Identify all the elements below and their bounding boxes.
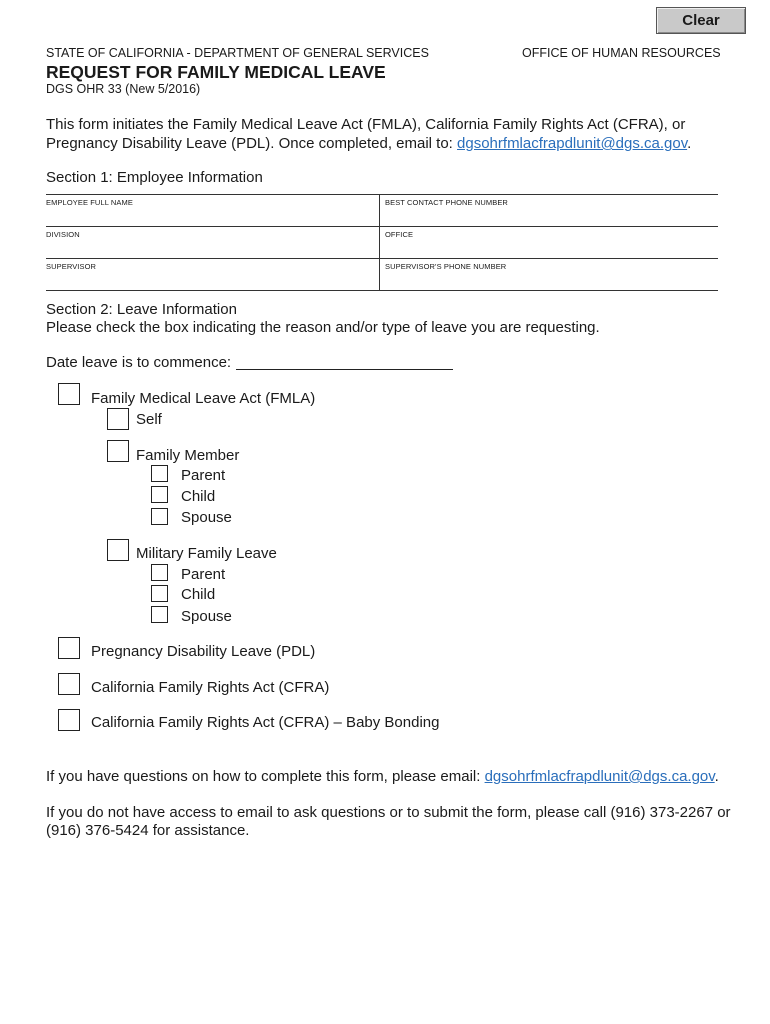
office-header: OFFICE OF HUMAN RESOURCES [522, 46, 721, 60]
best-contact-phone-label: BEST CONTACT PHONE NUMBER [385, 198, 508, 207]
family-member-label: Family Member [136, 447, 240, 464]
supervisor-label: SUPERVISOR [46, 262, 97, 271]
military-spouse-checkbox[interactable] [151, 606, 168, 623]
section2-instruction: Please check the box indicating the reason and/or type of leave you are requesting. [46, 319, 600, 336]
cfra-checkbox[interactable] [58, 673, 80, 695]
military-family-leave-label: Military Family Leave [136, 545, 277, 562]
supervisor-field[interactable] [46, 259, 380, 291]
cfra-label: California Family Rights Act (CFRA) [91, 679, 330, 696]
military-parent-label: Parent [181, 566, 226, 583]
clear-button[interactable]: Clear [656, 7, 746, 34]
intro-paragraph [46, 115, 736, 153]
questions-email-link[interactable]: dgsohrfmlacfrapdlunit@dgs.ca.gov [484, 768, 715, 785]
office-field[interactable] [380, 227, 719, 259]
pdl-checkbox[interactable] [58, 637, 80, 659]
phone-assistance-paragraph: If you do not have access to email to ask questions or to submit the form, please call (916) 373-2267 or (916) 376-5424 for assistance. [46, 804, 731, 839]
self-label: Self [136, 411, 162, 428]
form-number: DGS OHR 33 (New 5/2016) [46, 82, 201, 96]
military-child-checkbox[interactable] [151, 585, 168, 602]
questions-paragraph [46, 768, 719, 785]
agency-header: STATE OF CALIFORNIA - DEPARTMENT OF GENERAL SERVICES [46, 46, 429, 60]
intro-text: This form initiates the Family Medical Leave Act (FMLA), California Family Rights Act (CFRA), or Pregnancy Disability Leave (PDL). Once completed, email to: [46, 116, 686, 152]
division-label: DIVISION [46, 230, 80, 239]
military-spouse-label: Spouse [181, 608, 232, 625]
family-parent-label: Parent [181, 467, 226, 484]
military-parent-checkbox[interactable] [151, 564, 168, 581]
military-family-leave-checkbox[interactable] [107, 539, 129, 561]
family-child-checkbox[interactable] [151, 486, 168, 503]
questions-text: If you have questions on how to complete this form, please email: [46, 768, 485, 785]
family-child-label: Child [181, 488, 216, 505]
family-spouse-label: Spouse [181, 509, 232, 526]
best-contact-phone-field[interactable] [380, 195, 719, 227]
employee-full-name-label: EMPLOYEE FULL NAME [46, 198, 133, 207]
family-parent-checkbox[interactable] [151, 465, 168, 482]
cfra-baby-bonding-label: California Family Rights Act (CFRA) – Baby Bonding [91, 714, 440, 731]
fmla-checkbox[interactable] [58, 383, 80, 405]
employee-info-table [46, 194, 718, 291]
military-child-label: Child [181, 586, 216, 603]
family-member-checkbox[interactable] [107, 440, 129, 462]
intro-email-link[interactable]: dgsohrfmlacfrapdlunit@dgs.ca.gov [457, 135, 688, 152]
fmla-label: Family Medical Leave Act (FMLA) [91, 390, 316, 407]
section2-title: Section 2: Leave Information [46, 301, 237, 318]
division-field[interactable] [46, 227, 380, 259]
supervisor-phone-label: SUPERVISOR'S PHONE NUMBER [385, 262, 507, 271]
date-commence-field[interactable] [236, 369, 453, 370]
cfra-baby-bonding-checkbox[interactable] [58, 709, 80, 731]
intro-end: . [687, 135, 692, 152]
supervisor-phone-field[interactable] [380, 259, 719, 291]
date-commence-label: Date leave is to commence: [46, 354, 232, 371]
questions-end: . [714, 768, 719, 785]
office-label: OFFICE [385, 230, 414, 239]
pdl-label: Pregnancy Disability Leave (PDL) [91, 643, 316, 660]
family-spouse-checkbox[interactable] [151, 508, 168, 525]
section1-title: Section 1: Employee Information [46, 169, 263, 186]
employee-full-name-field[interactable] [46, 195, 380, 227]
form-title: REQUEST FOR FAMILY MEDICAL LEAVE [46, 62, 386, 82]
self-checkbox[interactable] [107, 408, 129, 430]
